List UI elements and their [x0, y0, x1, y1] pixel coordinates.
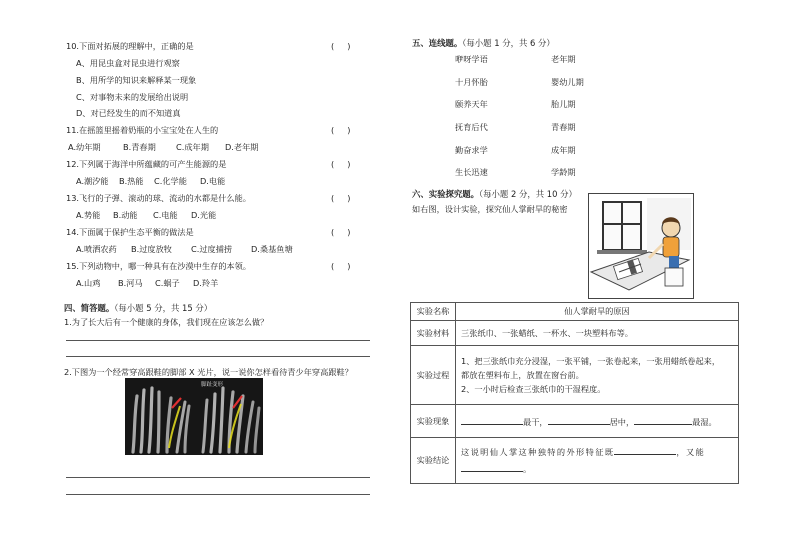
- foot-xray-illustration: [125, 378, 263, 455]
- option-13a: A.势能: [76, 210, 101, 220]
- match-right-1[interactable]: 老年期: [551, 54, 576, 64]
- conclusion-text-2: ，又能: [676, 446, 706, 457]
- question-11-stem: 11.在摇篮里摇着奶瓶的小宝宝处在人生的: [66, 125, 219, 135]
- material-label: 实验材料: [411, 321, 456, 346]
- match-left-4[interactable]: 抚育后代: [455, 122, 488, 132]
- answer-line-1a[interactable]: [66, 340, 370, 341]
- observation-blank-2[interactable]: [548, 415, 610, 425]
- observation-blank-3[interactable]: [634, 415, 692, 425]
- process-label: 实验过程: [411, 346, 456, 405]
- section-5-note: （每小题 1 分，共 6 分）: [462, 38, 555, 48]
- experiment-illustration: [588, 193, 694, 299]
- question-10-stem: 10.下面对拓展的理解中，正确的是: [66, 41, 194, 51]
- observation-blank-1[interactable]: [461, 415, 523, 425]
- foot-xray-image: [125, 378, 263, 455]
- match-left-5[interactable]: 勤奋求学: [455, 145, 488, 155]
- process-line-2: 都放在塑料布上，放置在窗台前。: [461, 370, 584, 380]
- conclusion-blank-2[interactable]: [461, 462, 523, 472]
- name-label: 实验名称: [411, 303, 456, 321]
- section-4-note: （每小题 5 分，共 15 分）: [114, 303, 213, 313]
- answer-line-1b[interactable]: [66, 356, 370, 357]
- option-10d: D、对已经发生的而不知道真: [76, 108, 181, 118]
- option-12b: B.热能: [119, 176, 144, 186]
- match-right-2[interactable]: 婴幼儿期: [551, 77, 584, 87]
- experiment-table: [410, 302, 739, 484]
- option-10a: A、用昆虫盒对昆虫进行观察: [76, 58, 180, 68]
- answer-paren-12[interactable]: ( ): [331, 159, 351, 169]
- xray-caption: 脚趾变形: [201, 382, 224, 388]
- observation-label: 实验现象: [411, 405, 456, 438]
- process-line-3: 2、一小时后检查三张纸巾的干湿程度。: [461, 384, 606, 394]
- process-cell: [456, 346, 739, 405]
- option-14c: C.过度捕捞: [191, 244, 233, 254]
- option-15d: D.羚羊: [193, 278, 219, 288]
- material-value: 三张纸巾、一张蜡纸、一杯水、一块塑料布等。: [456, 321, 739, 346]
- section-6-heading: [412, 188, 577, 200]
- option-13b: B.动能: [113, 210, 138, 220]
- section-5-title: 五、连线题。: [412, 38, 463, 48]
- process-line-1: 1、把三张纸巾充分浸湿，一张平铺，一张卷起来，一张用蜡纸卷起来，: [461, 356, 721, 366]
- option-14a: A.喷洒农药: [76, 244, 117, 254]
- conclusion-label: 实验结论: [411, 438, 456, 484]
- option-10c: C、对事物未来的发展给出说明: [76, 92, 189, 102]
- question-13-stem: 13.飞行的子弹、滚动的球、流动的水都是什么能。: [66, 193, 251, 203]
- observation-text-c: 最湿。: [692, 416, 717, 427]
- conclusion-text-1: 这说明仙人掌这种独特的外形特征既: [461, 446, 615, 457]
- match-left-1[interactable]: 咿呀学语: [455, 54, 488, 64]
- option-15a: A.山鸡: [76, 278, 101, 288]
- table-row: [411, 405, 739, 438]
- question-15-stem: 15.下列动物中，哪一种具有在沙漠中生存的本领。: [66, 261, 251, 271]
- table-row: [411, 321, 739, 346]
- conclusion-cell: [456, 438, 739, 484]
- conclusion-text-3: 。: [523, 463, 533, 474]
- answer-paren-11[interactable]: ( ): [331, 125, 351, 135]
- option-14b: B.过度放牧: [131, 244, 172, 254]
- child-at-window-drawing: [589, 194, 693, 298]
- table-row: [411, 438, 739, 484]
- match-left-3[interactable]: 颐养天年: [455, 99, 488, 109]
- answer-line-2a[interactable]: [66, 477, 370, 478]
- option-13d: D.光能: [191, 210, 217, 220]
- answer-paren-14[interactable]: ( ): [331, 227, 351, 237]
- option-11b: B.青春期: [123, 142, 156, 152]
- observation-text-a: 最干，: [523, 416, 548, 427]
- match-right-4[interactable]: 青春期: [551, 122, 576, 132]
- match-right-6[interactable]: 学龄期: [551, 167, 576, 177]
- answer-paren-10[interactable]: ( ): [331, 41, 351, 51]
- observation-cell: [456, 405, 739, 438]
- match-right-5[interactable]: 成年期: [551, 145, 576, 155]
- observation-text-b: 居中，: [609, 416, 635, 427]
- short-answer-q2: 2.下图为一个经常穿高跟鞋的脚部 X 光片，说一说你怎样看待青少年穿高跟鞋？: [64, 367, 353, 377]
- section-4-heading: [64, 302, 212, 314]
- option-15c: C.蜗子: [155, 278, 180, 288]
- section-6-intro: 如右图，设计实验，探究仙人掌耐旱的秘密: [412, 204, 568, 214]
- option-14d: D.桑基鱼塘: [251, 244, 293, 254]
- short-answer-q1: 1.为了长大后有一个健康的身体，我们现在应该怎么做？: [64, 317, 269, 327]
- option-13c: C.电能: [153, 210, 178, 220]
- table-row: [411, 303, 739, 321]
- section-6-title: 六、实验探究题。: [412, 189, 479, 199]
- option-15b: B.河马: [118, 278, 143, 288]
- answer-paren-13[interactable]: ( ): [331, 193, 351, 203]
- match-right-3[interactable]: 胎儿期: [551, 99, 576, 109]
- option-12d: D.电能: [200, 176, 226, 186]
- section-4-title: 四、简答题。: [64, 303, 115, 313]
- conclusion-blank-1[interactable]: [614, 445, 676, 455]
- question-12-stem: 12.下列属于海洋中所蕴藏的可产生能源的是: [66, 159, 227, 169]
- section-5-heading: [412, 37, 555, 49]
- answer-line-2b[interactable]: [66, 494, 370, 495]
- option-12a: A.潮汐能: [76, 176, 109, 186]
- option-10b: B、用所学的知识来解释某一现象: [76, 75, 197, 85]
- question-14-stem: 14.下面属于保护生态平衡的做法是: [66, 227, 194, 237]
- name-value: 仙人掌耐旱的原因: [456, 303, 739, 321]
- match-left-6[interactable]: 生长迅速: [455, 167, 488, 177]
- option-11c: C.成年期: [176, 142, 209, 152]
- match-left-2[interactable]: 十月怀胎: [455, 77, 488, 87]
- table-row: [411, 346, 739, 405]
- section-6-note: （每小题 2 分，共 10 分）: [479, 189, 577, 199]
- answer-paren-15[interactable]: ( ): [331, 261, 351, 271]
- option-11a: A.幼年期: [68, 142, 101, 152]
- option-11d: D.老年期: [225, 142, 259, 152]
- option-12c: C.化学能: [154, 176, 187, 186]
